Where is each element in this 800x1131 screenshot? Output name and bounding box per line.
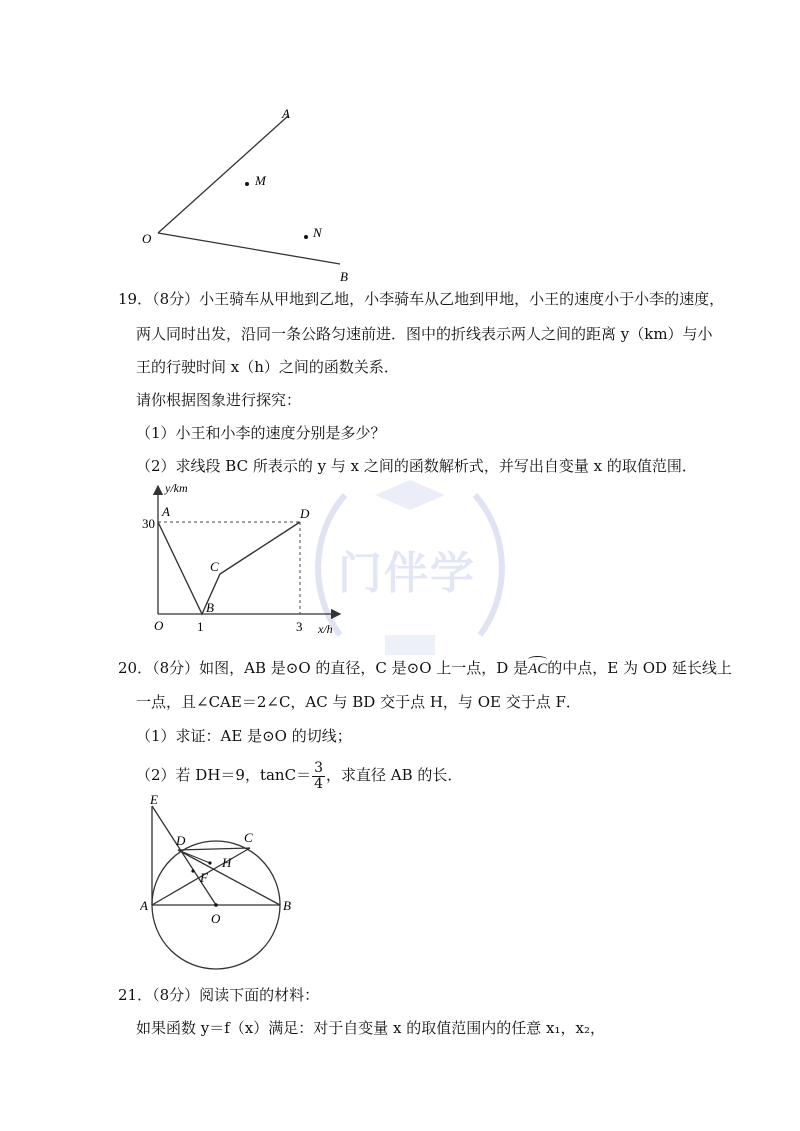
ray-oa [158,116,288,233]
origin-label: O [154,618,164,633]
q20-line1 [118,658,732,679]
q21-number: 21．（8分） [118,986,200,1004]
point-n [304,235,308,239]
line-dh [178,850,210,863]
tick-3: 3 [296,619,303,634]
label-b: B [340,269,348,284]
point-d-label: D [300,506,310,521]
label-h: H [222,855,232,870]
q20-text-1a: 如图，AB 是⊙O 的直径，C 是⊙O 上一点，D 是 [199,659,529,677]
q19-line1 [118,289,724,309]
label-o: O [142,231,152,246]
q20-part2-text-b: ，求直径 AB 的长． [326,766,463,784]
q19-number: 19．（8分） [118,290,200,308]
q20-part2 [136,757,462,793]
label-a2: A [140,898,148,913]
point-c-label: C [210,559,219,574]
label-e: E [150,792,158,807]
fraction-3-4 [312,761,325,792]
q19-line2: 两人同时出发，沿同一条公路匀速前进．图中的折线表示两人之间的距离 y（km）与小 [136,325,713,343]
polyline-abcd [158,522,300,614]
q20-line2: 一点，且∠CAE＝2∠C，AC 与 BD 交于点 H，与 OE 交于点 F． [136,693,581,711]
watermark-text: 门伴学 [338,548,476,599]
q20-part1: （1）求证：AE 是⊙O 的切线； [136,727,352,745]
q19-part1: （1）小王和小李的速度分别是多少？ [136,424,386,442]
point-m [245,182,249,186]
point-o [214,903,218,907]
tick-1: 1 [197,619,204,634]
line-dc [178,848,250,850]
line-eo [152,806,216,905]
label-f: F [200,870,208,885]
fraction-numerator: 3 [314,759,323,776]
fraction-denominator: 4 [314,775,323,792]
label-b2: B [283,898,291,913]
label-n: N [313,225,322,240]
x-axis-label: x/h [318,622,333,636]
q20-text-1b: 的中点，E 为 OD 延长线上 [547,659,732,677]
label-c: C [244,830,253,845]
q19-prompt: 请你根据图象进行探究： [136,391,302,409]
tick-30: 30 [142,516,155,531]
q21-line1 [118,985,319,1005]
q19-text-1: 小王骑车从甲地到乙地，小李骑车从乙地到甲地，小王的速度小于小李的速度， [199,290,725,308]
distance-time-graph [130,478,350,640]
point-b-label: B [206,600,214,615]
point-a-label: A [162,504,170,519]
angle-figure [130,100,370,285]
q19-part2: （2）求线段 BC 所表示的 y 与 x 之间的函数解析式，并写出自变量 x 的取值范围． [136,457,697,475]
point-f [191,869,194,872]
label-d: D [176,833,186,848]
q20-part2-text-a: （2）若 DH＝9，tanC＝ [136,766,312,784]
point-h [208,861,211,864]
circle-figure [140,792,300,972]
q19-line3: 王的行驶时间 x（h）之间的函数关系． [136,358,399,376]
q20-number: 20．（8分） [118,659,200,677]
label-a: A [282,106,290,121]
arc-ac: AC [528,661,548,677]
q21-text-1: 阅读下面的材料： [199,986,320,1004]
label-m: M [255,173,266,188]
y-axis-label: y/km [165,481,188,495]
q21-line2: 如果函数 y＝f（x）满足：对于自变量 x 的取值范围内的任意 x₁，x₂， [136,1019,605,1037]
label-o2: O [211,911,221,926]
